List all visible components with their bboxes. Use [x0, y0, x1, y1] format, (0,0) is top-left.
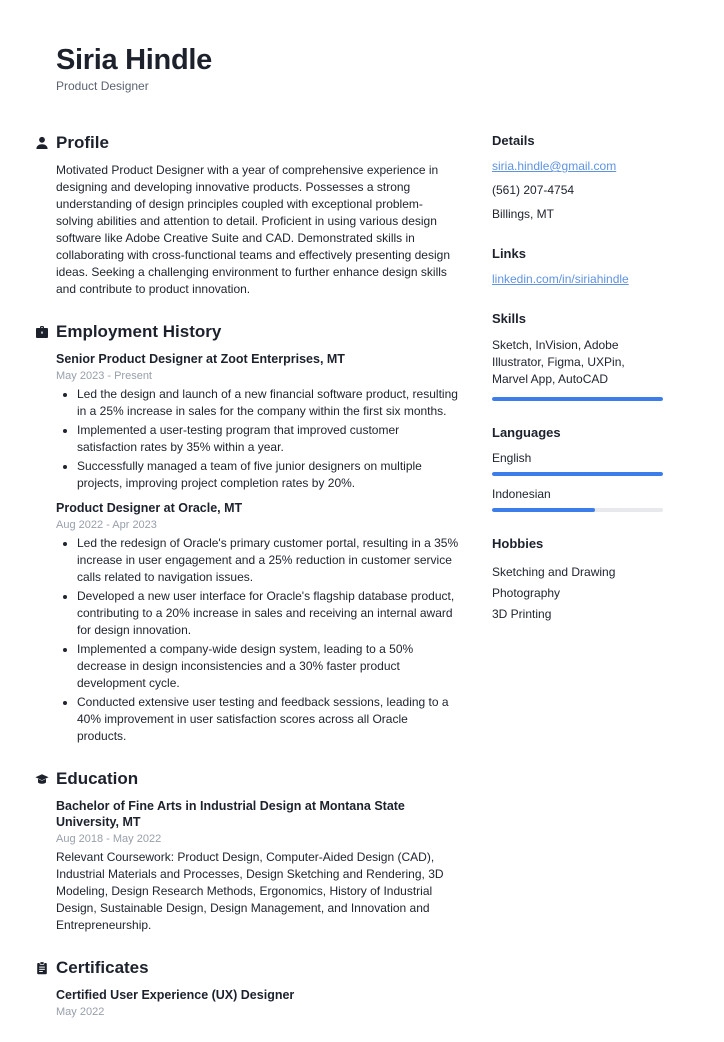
language-item — [492, 451, 663, 476]
email-row — [492, 159, 663, 174]
education-heading-label: Education — [56, 769, 139, 788]
language-level-fill — [492, 508, 595, 512]
candidate-job-title: Product Designer — [56, 79, 149, 93]
content-columns — [56, 133, 663, 1042]
language-name: English — [492, 451, 532, 465]
job-bullet: • Implemented a user-testing program that improved customer satisfaction rates by 35% within a year. — [77, 422, 460, 456]
profile-heading-label: Profile — [56, 133, 109, 152]
sidebar-section-hobbies — [492, 536, 663, 625]
certificate-period: May 2022 — [56, 1006, 105, 1018]
language-level-bar — [492, 472, 663, 476]
job-bullet: • Led the redesign of Oracle's primary customer portal, resulting in a 35% increase in user engagement and a 25% reduction in customer service calls related to navigation issues. — [77, 535, 460, 586]
email-link[interactable]: siria.hindle@gmail.com — [492, 159, 617, 173]
profile-text: Motivated Product Designer with a year of comprehensive experience in designing and developing innovative products. Possesses a strong understanding of design principles coupled with exceptional problem-solving abilities and attention to detail. Proficient in using various design software like Adobe Creative Suite and CAD. Demonstrated skills in collaborating with cross-functional teams and effectively presenting design ideas. Seeking a challenging environment to further enhance design skills and contribute to product innovation. — [56, 163, 450, 296]
language-level-fill — [492, 472, 663, 476]
certificate-title: Certified User Experience (UX) Designer — [56, 988, 295, 1002]
education-period: Aug 2018 - May 2022 — [56, 833, 162, 845]
resume-header — [56, 44, 663, 93]
candidate-name: Siria Hindle — [56, 44, 212, 76]
clipboard-icon — [35, 961, 49, 975]
skills-list: Sketch, InVision, Adobe Illustrator, Figma, UXPin, Marvel App, AutoCAD — [492, 338, 625, 386]
graduation-cap-icon — [35, 772, 49, 786]
sidebar-section-skills — [492, 311, 663, 401]
section-certificates — [56, 958, 460, 1018]
sidebar-section-languages — [492, 425, 663, 512]
job-bullet: • Conducted extensive user testing and feedback sessions, leading to a 40% improvement in user satisfaction scores across all Oracle products. — [77, 694, 460, 745]
location: Billings, MT — [492, 207, 555, 221]
linkedin-link[interactable]: linkedin.com/in/siriahindle — [492, 272, 629, 286]
job-title: Senior Product Designer at Zoot Enterprises, MT — [56, 352, 345, 366]
section-profile — [56, 133, 460, 298]
job-bullet: • Led the design and launch of a new financial software product, resulting in a 25% increase in sales for the company within the first six months. — [77, 386, 460, 420]
skills-level-bar — [492, 397, 663, 401]
language-name: Indonesian — [492, 487, 551, 501]
education-description: Relevant Coursework: Product Design, Computer-Aided Design (CAD), Industrial Materials and Processes, Design Sketching and Rendering, 3D Modeling, Design Research Methods, Ergonomics, History of Industrial Design, Sustainable Design, Design Management, and Innovation and Entrepreneurship. — [56, 850, 444, 932]
employment-heading — [56, 322, 460, 342]
job-bullet: • Successfully managed a team of five junior designers on multiple projects, improving project completion rates by 20%. — [77, 458, 460, 492]
job-bullet-list — [56, 386, 460, 492]
links-heading: Links — [492, 246, 526, 261]
skills-level-fill — [492, 397, 663, 401]
job-title: Product Designer at Oracle, MT — [56, 501, 243, 515]
hobby-item: Photography — [492, 586, 561, 600]
employment-heading-label: Employment History — [56, 322, 222, 341]
job-period: Aug 2022 - Apr 2023 — [56, 519, 157, 531]
job-period: May 2023 - Present — [56, 370, 152, 382]
education-degree: Bachelor of Fine Arts in Industrial Design at Montana State University, MT — [56, 799, 405, 829]
section-education — [56, 769, 460, 934]
job-bullet: • Implemented a company-wide design system, leading to a 50% decrease in design inconsistencies and a 30% faster product development cycle. — [77, 641, 460, 692]
hobbies-heading: Hobbies — [492, 536, 544, 551]
job-bullet: • Developed a new user interface for Oracle's flagship database product, contributing to a 20% increase in sales and receiving an internal award for design innovation. — [77, 588, 460, 639]
language-level-bar — [492, 508, 663, 512]
language-item — [492, 487, 663, 512]
person-icon — [35, 136, 49, 150]
profile-heading — [56, 133, 460, 153]
sidebar-section-links — [492, 246, 663, 287]
main-column — [56, 133, 460, 1042]
phone-number: (561) 207-4754 — [492, 183, 575, 197]
certificates-heading-label: Certificates — [56, 958, 149, 977]
job-entry — [56, 351, 460, 492]
certificate-entry — [56, 987, 460, 1018]
link-row — [492, 272, 663, 287]
section-employment-history — [56, 322, 460, 745]
sidebar-column — [492, 133, 663, 1042]
job-bullet-list — [56, 535, 460, 745]
skills-heading: Skills — [492, 311, 526, 326]
education-heading — [56, 769, 460, 789]
hobby-item: 3D Printing — [492, 607, 552, 621]
briefcase-icon — [35, 325, 49, 339]
job-entry — [56, 500, 460, 745]
details-heading: Details — [492, 133, 535, 148]
sidebar-section-details — [492, 133, 663, 222]
certificates-heading — [56, 958, 460, 978]
languages-heading: Languages — [492, 425, 561, 440]
hobby-item: Sketching and Drawing — [492, 565, 616, 579]
